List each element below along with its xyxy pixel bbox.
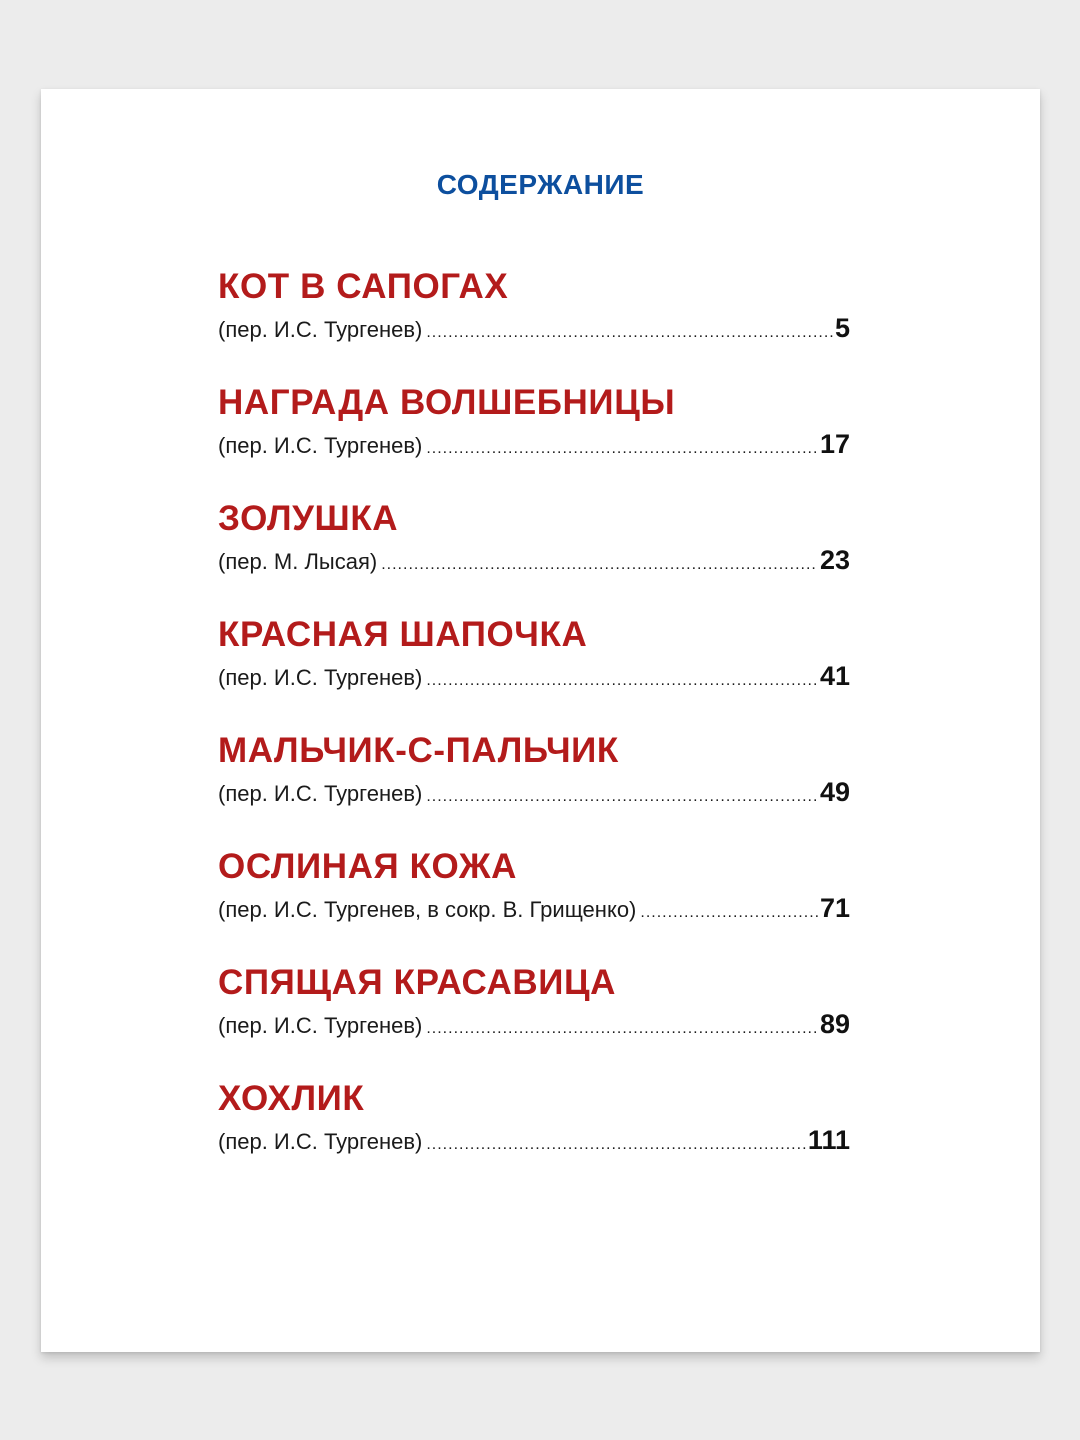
toc-entry[interactable]: [218, 1077, 850, 1193]
dot-leader: [426, 780, 818, 814]
dot-leader: [426, 664, 818, 698]
toc-entry[interactable]: [218, 613, 850, 729]
toc-entry[interactable]: [218, 497, 850, 613]
dot-leader: [426, 432, 818, 466]
entry-title: КОТ В САПОГАХ: [218, 267, 509, 306]
entry-translator: (пер. И.С. Тургенев): [218, 1013, 423, 1038]
entry-page-number: 17: [819, 429, 850, 459]
toc-entry[interactable]: [218, 961, 850, 1077]
entry-line: [218, 659, 850, 693]
entry-page-number: 89: [819, 1009, 850, 1039]
toc-entry[interactable]: [218, 729, 850, 845]
entry-page-number: 71: [819, 893, 850, 923]
dot-leader: [426, 316, 833, 350]
dot-leader: [426, 1128, 806, 1162]
entry-page-number: 49: [819, 777, 850, 807]
entry-translator: (пер. И.С. Тургенев): [218, 665, 423, 690]
toc-entry[interactable]: [218, 265, 850, 381]
dot-leader: [381, 548, 818, 582]
book-page: [41, 89, 1040, 1352]
entry-line: [218, 775, 850, 809]
entry-translator: (пер. И.С. Тургенев, в сокр. В. Грищенко): [218, 897, 637, 922]
entry-translator: (пер. И.С. Тургенев): [218, 781, 423, 806]
entry-page-number: 5: [834, 313, 850, 343]
entry-title: СПЯЩАЯ КРАСАВИЦА: [218, 963, 617, 1002]
entry-translator: (пер. И.С. Тургенев): [218, 1129, 423, 1154]
entry-translator: (пер. М. Лысая): [218, 549, 378, 574]
entry-line: [218, 891, 850, 925]
entry-line: [218, 543, 850, 577]
toc-list: [218, 265, 850, 1193]
entry-page-number: 23: [819, 545, 850, 575]
entry-translator: (пер. И.С. Тургенев): [218, 317, 423, 342]
toc-entry[interactable]: [218, 845, 850, 961]
dot-leader: [640, 896, 818, 930]
entry-title: НАГРАДА ВОЛШЕБНИЦЫ: [218, 383, 676, 422]
entry-page-number: 111: [807, 1125, 850, 1155]
toc-entry[interactable]: [218, 381, 850, 497]
entry-line: [218, 427, 850, 461]
entry-title: ЗОЛУШКА: [218, 499, 399, 538]
entry-page-number: 41: [819, 661, 850, 691]
entry-title: ОСЛИНАЯ КОЖА: [218, 847, 518, 886]
dot-leader: [426, 1012, 818, 1046]
entry-line: [218, 311, 850, 345]
entry-title: МАЛЬЧИК-С-ПАЛЬЧИК: [218, 731, 619, 770]
entry-title: КРАСНАЯ ШАПОЧКА: [218, 615, 588, 654]
toc-heading: СОДЕРЖАНИЕ: [436, 169, 645, 200]
entry-line: [218, 1007, 850, 1041]
entry-translator: (пер. И.С. Тургенев): [218, 433, 423, 458]
entry-title: ХОХЛИК: [218, 1079, 365, 1118]
entry-line: [218, 1123, 850, 1157]
